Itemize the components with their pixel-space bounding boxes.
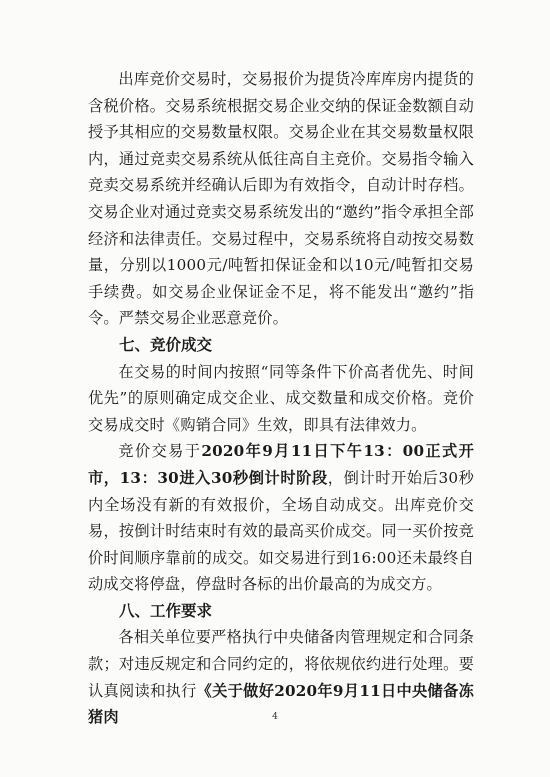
schedule-bold-text: 2020年9月11日下午13：00正式开市，13：30进入30秒倒计时阶段: [88, 442, 475, 487]
page-number: 4: [272, 712, 278, 722]
section-heading-7: 七、竞价成交: [119, 335, 213, 354]
document-body: [88, 66, 474, 731]
paragraph-bidding-rules: 出库竞价交易时，交易报价为提货冷库库房内提货的含税价格。交易系统根据交易企业交纳的保证金数额自动授予其相应的交易数量权限。交易企业在其交易数量权限内，通过竞卖交易系统从低往高自主竞价。交易指令输入竞卖交易系统并经确认后即为有效指令，自动计时存档。交易企业对通过竞卖交易系统发出的“邀约”指令承担全部经济和法律责任。交易过程中，交易系统将自动按交易数量，分别以1000元/吨暂扣保证金和以10元/吨暂扣交易手续费。如交易企业保证金不足，将不能发出“邀约”指令。严禁交易企业恶意竞价。: [88, 70, 474, 328]
paragraph-trading-schedule: [88, 438, 474, 598]
requirements-bold-text: 《关于做好2020年9月11日中央储备冻猪肉: [88, 681, 474, 727]
requirements-lead-text: 各相关单位要严格执行中央储备肉管理规定和合同条款；对违反规定和合同约定的，将依规依约进行处理。要认真阅读和执行: [88, 628, 474, 700]
schedule-rest-text: ，倒计时开始后30秒内全场没有新的有效报价，全场自动成交。出库竞价交易，按倒计时结束时有效的最高买价成交。同一买价按竞价时间顺序靠前的成交。如交易进行到16:00还未最终自动成交将停盘，停盘时各标的出价最高的为成交方。: [88, 468, 475, 594]
schedule-lead-text: 竞价交易于: [118, 442, 202, 461]
section-heading-8: 八、工作要求: [119, 601, 213, 620]
paragraph-deal-principle: 在交易的时间内按照“同等条件下价高者优先、时间优先”的原则确定成交企业、成交数量和成交价格。竞价交易成交时《购销合同》生效，即具有法律效力。: [88, 362, 474, 434]
